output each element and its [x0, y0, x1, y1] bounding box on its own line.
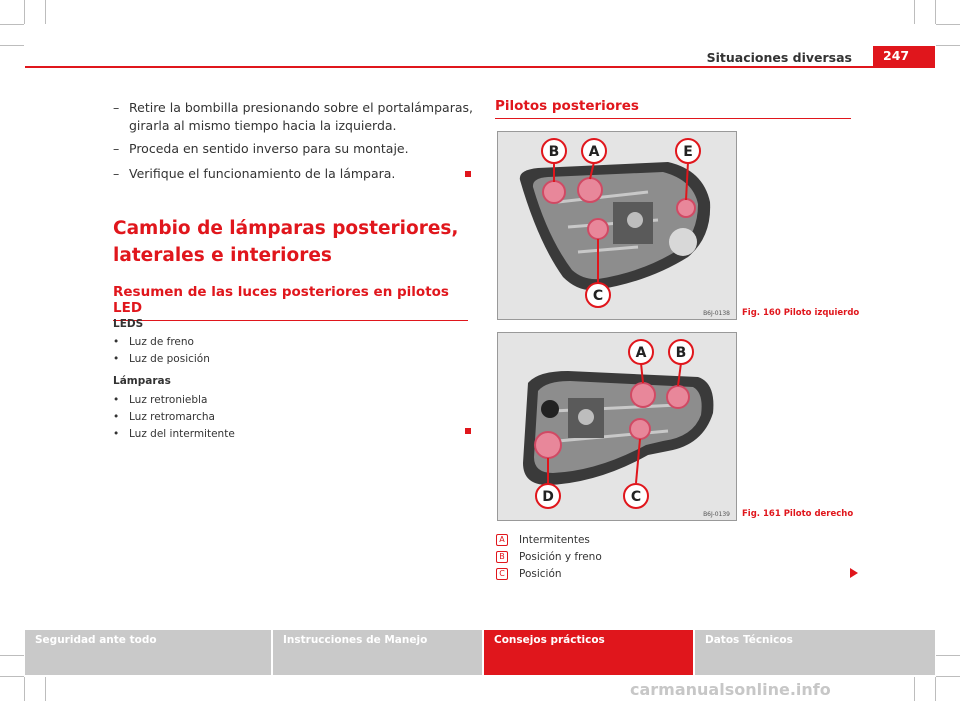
list-item-text: Luz de posición	[129, 353, 210, 365]
crop-mark	[914, 677, 915, 701]
section-end-mark	[465, 428, 471, 434]
figure-code: B6J-0139	[703, 511, 730, 518]
subsection-heading: Resumen de las luces posteriores en pilotos LED	[113, 284, 468, 321]
step-item	[113, 99, 473, 135]
header-rule	[25, 66, 935, 68]
list-item	[113, 336, 194, 348]
crop-mark	[0, 676, 24, 677]
dash-marker: –	[113, 166, 120, 181]
list-item-text: Luz retroniebla	[129, 394, 208, 406]
legend-item	[496, 568, 562, 580]
crop-mark	[0, 45, 24, 46]
figure-caption: Fig. 161 Piloto derecho	[742, 509, 854, 519]
dash-marker: –	[113, 100, 120, 115]
crop-mark	[936, 24, 960, 25]
section-title: Situaciones diversas	[706, 50, 852, 65]
legend-item	[496, 534, 590, 546]
callout-a: A	[635, 345, 647, 361]
bullet-icon: •	[113, 353, 120, 365]
list-item	[113, 394, 207, 406]
crop-mark	[45, 0, 46, 24]
figure-right-taillight	[497, 332, 737, 521]
bullet-icon: •	[113, 394, 120, 406]
list-item-text: Luz de freno	[129, 336, 194, 348]
subsection-heading: Pilotos posteriores	[495, 98, 851, 119]
callout-a: A	[588, 144, 600, 160]
bullet-icon: •	[113, 411, 120, 423]
crop-mark	[45, 677, 46, 701]
figure-left-taillight	[497, 131, 737, 320]
crop-mark	[24, 677, 25, 701]
step-text: Retire la bombilla presionando sobre el portalámparas, girarla al mismo tiempo hacia la izquierda.	[129, 100, 473, 133]
crop-mark	[935, 0, 936, 24]
callout-c: C	[630, 489, 642, 505]
crop-mark	[0, 655, 24, 656]
taillight-right-illustration	[498, 333, 736, 520]
continue-arrow-icon	[850, 568, 858, 578]
footer-tab-safety[interactable]: Seguridad ante todo	[25, 630, 271, 675]
callout-e: E	[683, 144, 693, 160]
bullet-icon: •	[113, 336, 120, 348]
crop-mark	[24, 0, 25, 24]
crop-mark	[936, 45, 960, 46]
list-item	[113, 353, 210, 365]
callout-c: C	[592, 288, 604, 304]
callout-b: B	[675, 345, 687, 361]
crop-mark	[936, 655, 960, 656]
legend-text: Posición	[519, 568, 562, 580]
footer-tab-specs[interactable]: Datos Técnicos	[695, 630, 935, 675]
list-item-text: Luz retromarcha	[129, 411, 215, 423]
list-item	[113, 411, 215, 423]
step-text: Verifique el funcionamiento de la lámpara.	[129, 166, 396, 181]
callout-d: D	[542, 489, 554, 505]
lamps-label: Lámparas	[113, 375, 171, 387]
step-item	[113, 140, 473, 158]
legend-key: B	[496, 551, 508, 563]
legend-item	[496, 551, 602, 563]
figure-caption: Fig. 160 Piloto izquierdo	[742, 308, 860, 318]
crop-mark	[935, 677, 936, 701]
list-item	[113, 428, 235, 440]
page-number: 247	[873, 46, 935, 66]
section-heading: Cambio de lámparas posteriores, laterales e interiores	[113, 218, 459, 266]
footer-tab-operation[interactable]: Instrucciones de Manejo	[273, 630, 482, 675]
step-text: Proceda en sentido inverso para su montaje.	[129, 141, 409, 156]
crop-mark	[0, 24, 24, 25]
watermark: carmanualsonline.info	[630, 680, 831, 699]
crop-mark	[914, 0, 915, 24]
footer-tab-tips[interactable]: Consejos prácticos	[484, 630, 693, 675]
leds-label: LEDS	[113, 318, 144, 330]
legend-key: C	[496, 568, 508, 580]
legend-key: A	[496, 534, 508, 546]
legend-text: Intermitentes	[519, 534, 590, 546]
bullet-icon: •	[113, 428, 120, 440]
dash-marker: –	[113, 141, 120, 156]
figure-code: B6J-0138	[703, 310, 730, 317]
section-end-mark	[465, 171, 471, 177]
list-item-text: Luz del intermitente	[129, 428, 235, 440]
taillight-left-illustration	[498, 132, 736, 319]
callout-b: B	[548, 144, 560, 160]
step-item	[113, 165, 473, 183]
legend-text: Posición y freno	[519, 551, 602, 563]
crop-mark	[936, 676, 960, 677]
